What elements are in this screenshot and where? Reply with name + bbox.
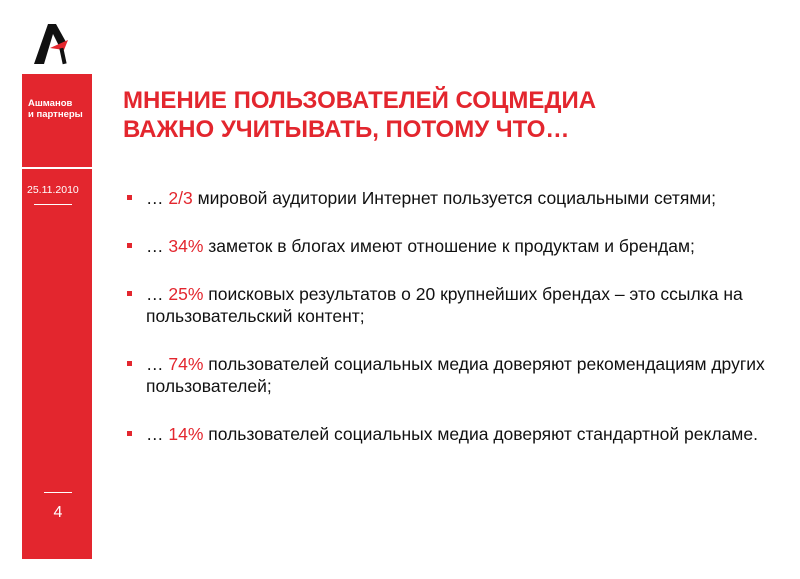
page-number: 4 xyxy=(53,504,63,521)
bullet-prefix: … xyxy=(146,284,169,304)
bullet-text: пользователей социальных медиа доверяют рекомендациям других пользователей; xyxy=(146,354,765,396)
square-bullet-icon xyxy=(127,361,132,366)
bullet-prefix: … xyxy=(146,188,169,208)
title-line-2: ВАЖНО УЧИТЫВАТЬ, ПОТОМУ ЧТО… xyxy=(123,116,570,143)
title-line-1: МНЕНИЕ ПОЛЬЗОВАТЕЛЕЙ СОЦМЕДИА xyxy=(123,87,597,114)
date-underline xyxy=(34,204,72,205)
logo-icon xyxy=(30,20,72,68)
bullet-item xyxy=(127,353,787,397)
slide-date: 25.11.2010 xyxy=(27,184,79,196)
sidebar-divider xyxy=(22,167,92,169)
bullet-prefix: … xyxy=(146,424,169,444)
bullet-prefix: … xyxy=(146,354,169,374)
bullet-value: 2/3 xyxy=(168,188,193,208)
slide-title xyxy=(123,86,773,144)
bullet-value: 74% xyxy=(168,354,204,374)
bullet-text: заметок в блогах имеют отношение к продуктам и брендам; xyxy=(203,236,695,256)
brand-line-2: и партнеры xyxy=(28,109,83,120)
square-bullet-icon xyxy=(127,243,132,248)
bullet-value: 25% xyxy=(168,284,204,304)
bullet-text: поисковых результатов о 20 крупнейших брендах – это ссылка на пользовательский контент; xyxy=(146,284,743,326)
page-number-rule xyxy=(44,492,72,493)
bullet-item xyxy=(127,423,787,445)
bullet-value: 34% xyxy=(168,236,204,256)
sidebar xyxy=(22,74,92,559)
bullet-item xyxy=(127,187,787,209)
bullet-value: 14% xyxy=(168,424,204,444)
square-bullet-icon xyxy=(127,291,132,296)
bullet-item xyxy=(127,235,787,257)
brand-line-1: Ашманов xyxy=(28,98,73,109)
bullet-list xyxy=(127,187,787,445)
bullet-text: пользователей социальных медиа доверяют стандартной рекламе. xyxy=(203,424,758,444)
bullet-item xyxy=(127,283,787,327)
square-bullet-icon xyxy=(127,195,132,200)
brand-name xyxy=(28,98,90,120)
square-bullet-icon xyxy=(127,431,132,436)
bullet-text: мировой аудитории Интернет пользуется социальными сетями; xyxy=(192,188,717,208)
bullet-prefix: … xyxy=(146,236,169,256)
